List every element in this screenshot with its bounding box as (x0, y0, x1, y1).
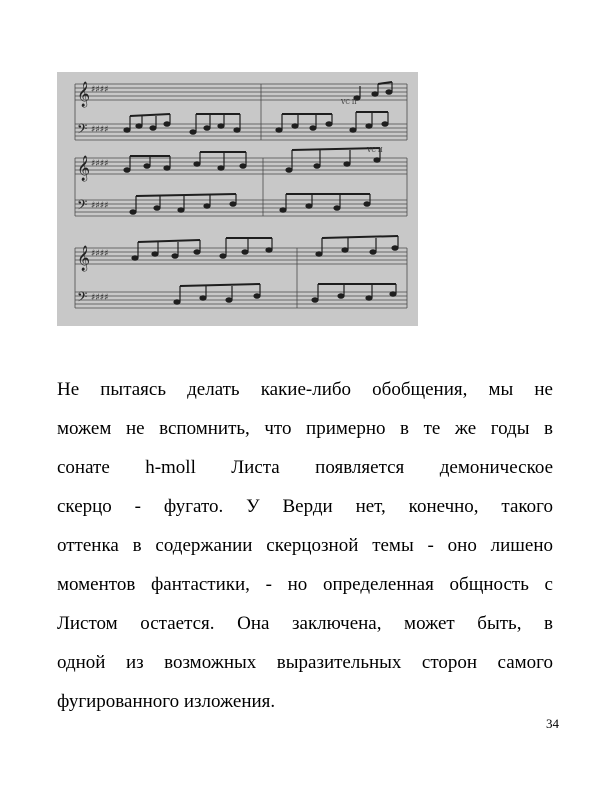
svg-text:♯♯♯♯: ♯♯♯♯ (91, 85, 109, 95)
page-number: 34 (546, 716, 559, 731)
svg-text:𝄞: 𝄞 (77, 156, 91, 181)
text-line: можем не вспомнить, что примерно в те же годы в (57, 418, 553, 439)
text-line: Листом остается. Она заключена, может быть, в (57, 613, 553, 634)
music-score-figure (57, 72, 418, 326)
svg-text:♯♯♯♯: ♯♯♯♯ (91, 201, 109, 211)
svg-text:𝄞: 𝄞 (77, 246, 91, 271)
svg-text:𝄢: 𝄢 (77, 289, 88, 308)
score-annotation: VC II (367, 147, 383, 154)
text-line: одной из возможных выразительных сторон самого (57, 652, 553, 673)
svg-text:𝄞: 𝄞 (77, 82, 91, 107)
body-paragraph (57, 370, 553, 721)
score-annotation: VC II (341, 99, 357, 106)
text-line: Не пытаясь делать какие-либо обобщения, мы не (57, 379, 553, 400)
text-line: сонате h-moll Листа появляется демоническое (57, 457, 553, 478)
svg-text:♯♯♯♯: ♯♯♯♯ (91, 293, 109, 303)
text-line: фугированного изложения. (57, 691, 276, 712)
text-line: оттенка в содержании скерцозной темы - оно лишено (57, 535, 553, 556)
svg-text:♯♯♯♯: ♯♯♯♯ (91, 159, 109, 169)
text-line: моментов фантастики, - но определенная общность с (57, 574, 553, 595)
text-line: скерцо - фугато. У Верди нет, конечно, такого (57, 496, 553, 517)
svg-text:𝄢: 𝄢 (77, 197, 88, 216)
svg-text:𝄢: 𝄢 (77, 121, 88, 140)
svg-text:♯♯♯♯: ♯♯♯♯ (91, 125, 109, 135)
svg-text:♯♯♯♯: ♯♯♯♯ (91, 249, 109, 259)
music-score-image (57, 72, 418, 326)
